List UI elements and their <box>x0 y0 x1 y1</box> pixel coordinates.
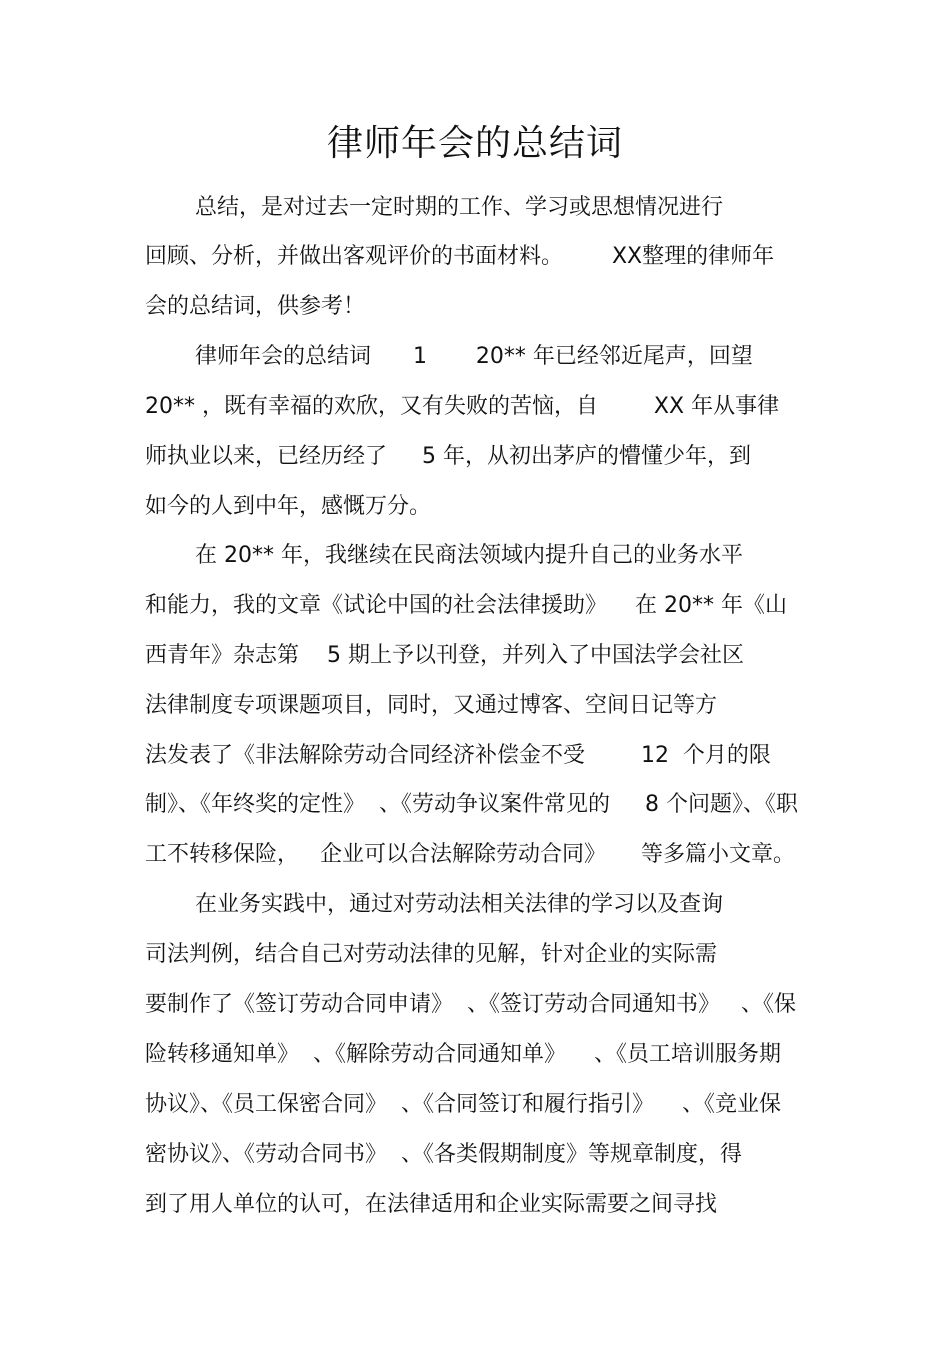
text-line-12: 法发表了《非法解除劳动合同经济补偿金不受 12 个月的限 <box>145 743 771 768</box>
text-line-5: 20** ，既有幸福的欢欣，又有失败的苦恼，自 XX 年从事律 <box>145 394 780 419</box>
text-line-20: 密协议》、《劳动合同书》 、《各类假期制度》等规章制度，得 <box>145 1142 742 1167</box>
text-line-7: 如今的人到中年，感慨万分。 <box>145 494 432 519</box>
text-line-15: 在业务实践中，通过对劳动法相关法律的学习以及查询 <box>195 892 724 917</box>
text-line-3: 会的总结词，供参考！ <box>145 294 366 319</box>
text-line-21: 到了用人单位的认可，在法律适用和企业实际需要之间寻找 <box>145 1192 718 1217</box>
text-line-1: 总结，是对过去一定时期的工作、学习或思想情况进行 <box>195 195 724 220</box>
text-line-10: 西青年》杂志第 5 期上予以刊登，并列入了中国法学会社区 <box>145 643 744 668</box>
text-line-13: 制》、《年终奖的定性》 、《劳动争议案件常见的 8 个问题》、《职 <box>145 792 798 817</box>
text-line-11: 法律制度专项课题项目，同时，又通过博客、空间日记等方 <box>145 693 718 718</box>
document-title: 律师年会的总结词 <box>326 123 623 164</box>
text-line-6: 师执业以来，已经历经了 5 年，从初出茅庐的懵懂少年，到 <box>145 444 751 469</box>
text-line-17: 要制作了《签订劳动合同申请》 、《签订劳动合同通知书》 、《保 <box>145 992 796 1017</box>
text-line-9: 和能力，我的文章《试论中国的社会法律援助》 在 20** 年《山 <box>145 593 787 618</box>
text-line-19: 协议》、《员工保密合同》 、《合同签订和履行指引》 、《竞业保 <box>145 1092 781 1117</box>
text-line-8: 在 20** 年，我继续在民商法领域内提升自己的业务水平 <box>195 543 743 568</box>
text-line-16: 司法判例，结合自己对劳动法律的见解，针对企业的实际需 <box>145 942 718 967</box>
text-line-2: 回顾、分析，并做出客观评价的书面材料。 XX整理的律师年 <box>145 244 775 269</box>
text-line-14: 工不转移保险， 企业可以合法解除劳动合同》 等多篇小文章。 <box>145 842 795 867</box>
text-line-18: 险转移通知单》 、《解除劳动合同通知单》 、《员工培训服务期 <box>145 1042 781 1067</box>
text-line-4: 律师年会的总结词 1 20** 年已经邻近尾声，回望 <box>195 344 753 369</box>
